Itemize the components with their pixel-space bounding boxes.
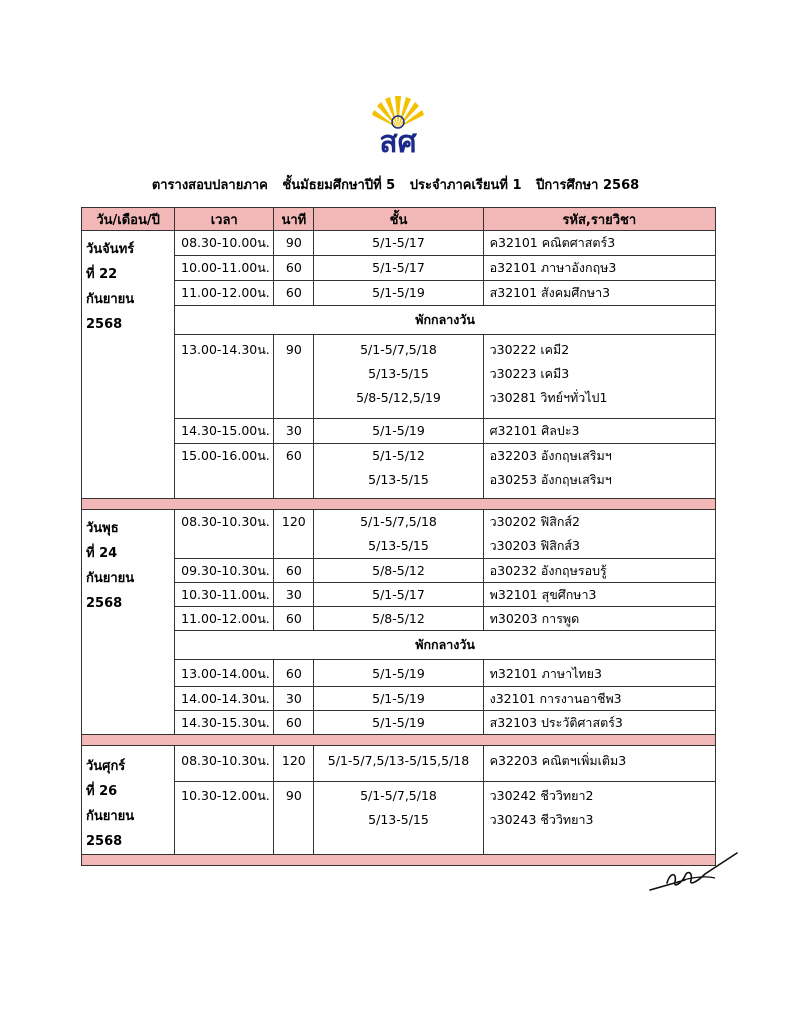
subject-cell: อ30253 อังกฤษเสริมฯ xyxy=(489,472,612,487)
day-cell xyxy=(82,231,175,499)
class-cell: 5/1-5/19 xyxy=(372,691,425,706)
table-row xyxy=(82,510,716,559)
day-name: วันจันทร์ xyxy=(86,242,135,257)
table-row xyxy=(82,281,716,306)
time-cell: 10.30-11.00น. xyxy=(181,587,270,602)
table-row xyxy=(82,256,716,281)
school-logo xyxy=(368,92,428,162)
logo-text: สศ xyxy=(379,125,417,160)
day-date: ที่ 24 xyxy=(86,546,118,561)
lunch-break-row xyxy=(82,306,716,335)
time-cell: 08.30-10.30น. xyxy=(181,514,270,529)
day-name: วันศุกร์ xyxy=(86,759,126,774)
table-row xyxy=(82,711,716,735)
day-year: 2568 xyxy=(86,834,123,849)
subject-cell: ค32101 คณิตศาสตร์3 xyxy=(489,235,616,250)
table-row xyxy=(82,559,716,583)
class-cell: 5/1-5/12 xyxy=(372,448,425,463)
class-cell: 5/1-5/7,5/13-5/15,5/18 xyxy=(327,753,470,768)
class-cell: 5/8-5/12 xyxy=(372,563,425,578)
day-month: กันยายน xyxy=(86,809,135,824)
table-row xyxy=(82,231,716,256)
subject-cell: ว30222 เคมี2 xyxy=(489,342,570,357)
class-cell: 5/1-5/7,5/18 xyxy=(360,514,437,529)
title-grade: ชั้นมัธยมศึกษาปีที่ 5 xyxy=(282,178,396,193)
class-cell: 5/1-5/17 xyxy=(372,260,425,275)
minutes-cell: 120 xyxy=(281,514,306,529)
subject-cell: ส32103 ประวัติศาสตร์3 xyxy=(489,715,623,730)
time-cell: 08.30-10.30น. xyxy=(181,753,270,768)
minutes-cell: 120 xyxy=(281,753,306,768)
lunch-break-label: พักกลางวัน xyxy=(175,631,716,660)
minutes-cell: 60 xyxy=(285,260,302,275)
class-cell: 5/1-5/19 xyxy=(372,285,425,300)
exam-schedule-table xyxy=(81,207,716,866)
signature-icon xyxy=(645,850,740,895)
minutes-cell: 30 xyxy=(285,691,302,706)
time-cell: 13.00-14.00น. xyxy=(181,666,270,681)
minutes-cell: 30 xyxy=(285,587,302,602)
class-cell: 5/13-5/15 xyxy=(368,538,429,553)
table-header xyxy=(82,208,716,231)
table-row xyxy=(82,335,716,419)
class-cell: 5/13-5/15 xyxy=(368,366,429,381)
class-cell: 5/1-5/19 xyxy=(372,666,425,681)
class-cell: 5/13-5/15 xyxy=(368,812,429,827)
day-name: วันพุธ xyxy=(86,521,119,536)
minutes-cell: 60 xyxy=(285,448,302,463)
subject-cell: อ30232 อังกฤษรอบรู้ xyxy=(489,563,607,578)
time-cell: 11.00-12.00น. xyxy=(181,285,270,300)
subject-cell: ท30203 การพูด xyxy=(489,611,580,626)
subject-cell: ว30281 วิทย์ฯทั่วไป1 xyxy=(489,390,608,405)
table-row xyxy=(82,607,716,631)
class-cell: 5/1-5/19 xyxy=(372,423,425,438)
minutes-cell: 60 xyxy=(285,611,302,626)
time-cell: 09.30-10.30น. xyxy=(181,563,270,578)
class-cell: 5/1-5/7,5/18 xyxy=(360,788,437,803)
class-cell: 5/8-5/12,5/19 xyxy=(356,390,441,405)
title-exam: ตารางสอบปลายภาค xyxy=(151,178,268,193)
subject-cell: ท32101 ภาษาไทย3 xyxy=(489,666,602,681)
minutes-cell: 90 xyxy=(285,235,302,250)
page-title xyxy=(0,174,791,195)
subject-cell: ว30203 ฟิสิกส์3 xyxy=(489,538,581,553)
minutes-cell: 90 xyxy=(285,342,302,357)
header-subject: รหัส,รายวิชา xyxy=(483,208,715,231)
class-cell: 5/1-5/17 xyxy=(372,235,425,250)
time-cell: 13.00-14.30น. xyxy=(181,342,270,357)
minutes-cell: 90 xyxy=(285,788,302,803)
subject-cell: ว30243 ชีววิทยา3 xyxy=(489,812,594,827)
lunch-break-label: พักกลางวัน xyxy=(175,306,716,335)
subject-cell: ว30242 ชีววิทยา2 xyxy=(489,788,594,803)
day-year: 2568 xyxy=(86,317,123,332)
title-year: ปีการศึกษา 2568 xyxy=(536,178,640,193)
time-cell: 14.00-14.30น. xyxy=(181,691,270,706)
minutes-cell: 30 xyxy=(285,423,302,438)
subject-cell: ว30202 ฟิสิกส์2 xyxy=(489,514,581,529)
class-cell: 5/1-5/17 xyxy=(372,587,425,602)
class-cell: 5/8-5/12 xyxy=(372,611,425,626)
subject-cell: ส32101 สังคมศึกษา3 xyxy=(489,285,611,300)
table-row xyxy=(82,782,716,855)
subject-cell: ว30223 เคมี3 xyxy=(489,366,570,381)
day-year: 2568 xyxy=(86,596,123,611)
time-cell: 14.30-15.30น. xyxy=(181,715,270,730)
table-row xyxy=(82,583,716,607)
day-date: ที่ 26 xyxy=(86,784,118,799)
title-semester: ประจำภาคเรียนที่ 1 xyxy=(409,178,522,193)
subject-cell: ศ32101 ศิลปะ3 xyxy=(489,423,580,438)
subject-cell: อ32203 อังกฤษเสริมฯ xyxy=(489,448,612,463)
minutes-cell: 60 xyxy=(285,563,302,578)
class-cell: 5/1-5/7,5/18 xyxy=(360,342,437,357)
header-date: วัน/เดือน/ปี xyxy=(82,208,175,231)
header-time: เวลา xyxy=(175,208,274,231)
minutes-cell: 60 xyxy=(285,285,302,300)
day-cell xyxy=(82,746,175,855)
header-minutes: นาที xyxy=(274,208,314,231)
day-separator xyxy=(82,855,716,866)
time-cell: 11.00-12.00น. xyxy=(181,611,270,626)
header-class: ชั้น xyxy=(314,208,483,231)
subject-cell: พ32101 สุขศึกษา3 xyxy=(489,587,597,602)
table-row xyxy=(82,660,716,687)
table-row xyxy=(82,687,716,711)
day-date: ที่ 22 xyxy=(86,267,118,282)
table-row xyxy=(82,746,716,782)
minutes-cell: 60 xyxy=(285,666,302,681)
subject-cell: อ32101 ภาษาอังกฤษ3 xyxy=(489,260,617,275)
day-separator xyxy=(82,735,716,746)
subject-cell: ค32203 คณิตฯเพิ่มเติม3 xyxy=(489,753,627,768)
class-cell: 5/1-5/19 xyxy=(372,715,425,730)
minutes-cell: 60 xyxy=(285,715,302,730)
time-cell: 10.00-11.00น. xyxy=(181,260,270,275)
day-cell xyxy=(82,510,175,735)
day-separator xyxy=(82,499,716,510)
table-row xyxy=(82,419,716,444)
time-cell: 08.30-10.00น. xyxy=(181,235,270,250)
class-cell: 5/13-5/15 xyxy=(368,472,429,487)
day-month: กันยายน xyxy=(86,571,135,586)
time-cell: 10.30-12.00น. xyxy=(181,788,270,803)
time-cell: 14.30-15.00น. xyxy=(181,423,270,438)
day-month: กันยายน xyxy=(86,292,135,307)
subject-cell: ง32101 การงานอาชีพ3 xyxy=(489,691,622,706)
table-row xyxy=(82,444,716,499)
lunch-break-row xyxy=(82,631,716,660)
time-cell: 15.00-16.00น. xyxy=(181,448,270,463)
